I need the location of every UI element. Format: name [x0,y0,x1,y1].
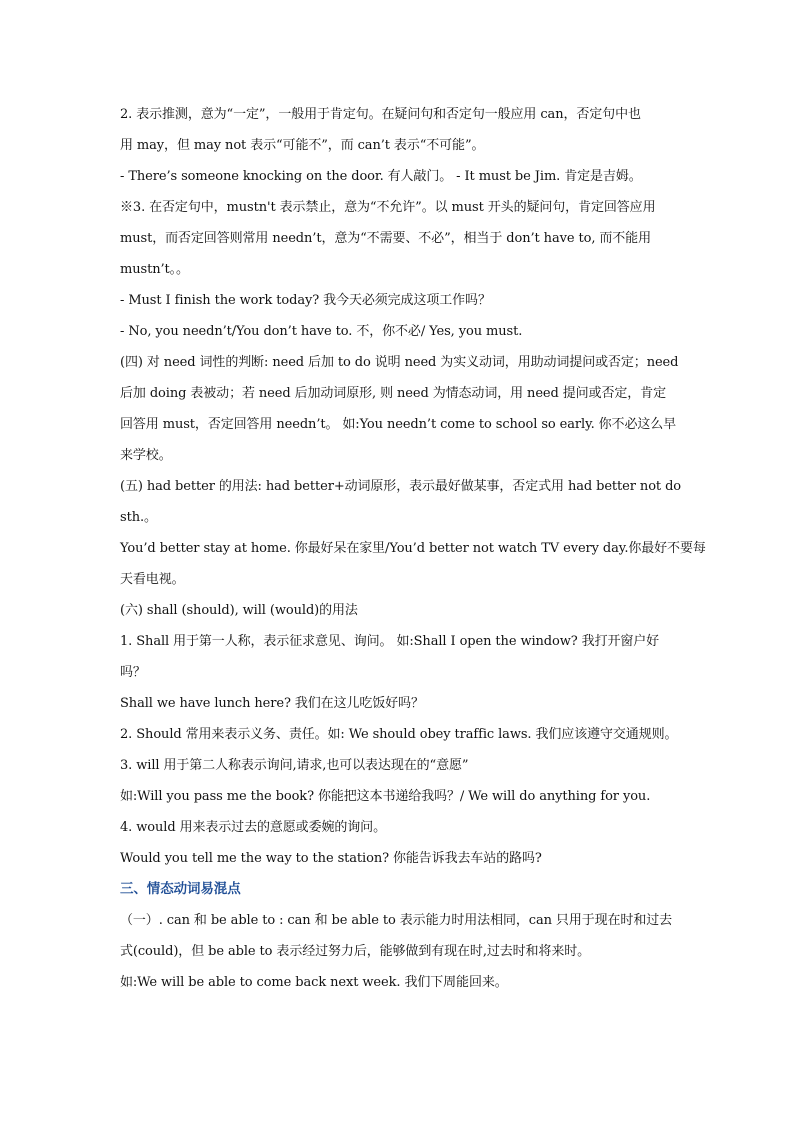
text-line: 如:Will you pass me the book? 你能把这本书递给我吗？/ We will do anything for you. [120,789,651,804]
text-line: You’d better stay at home. 你最好呆在家里/You’d better not watch TV every day.你最好不要每 [120,541,706,556]
section-heading: 三、情态动词易混点 [120,881,241,897]
text-line: 用 may，但 may not 表示“可能不”，而 can’t 表示“不可能”。 [120,138,485,153]
text-line: mustn’t。。 [120,262,189,277]
text-line: 式(could)，但 be able to 表示经过努力后，能够做到有现在时,过去时和将来时。 [120,944,591,959]
text-line: - There’s someone knocking on the door. 有人敲门。 - It must be Jim. 肯定是吉姆。 [120,169,642,184]
text-line: 3. will 用于第二人称表示询问,请求,也可以表达现在的“意愿” [120,758,469,773]
text-line: （一）. can 和 be able to : can 和 be able to 表示能力时用法相同，can 只用于现在时和过去 [120,913,673,928]
text-line: 回答用 must，否定回答用 needn’t。 如:You needn’t come to school so early. 你不必这么早 [120,417,677,432]
text-line: 1. Shall 用于第一人称，表示征求意见、询问。 如:Shall I open the window? 我打开窗户好 [120,634,660,649]
text-line: sth.。 [120,510,157,525]
text-line: - Must I finish the work today? 我今天必须完成这项工作吗？ [120,293,491,308]
document-body [120,99,706,998]
text-line: 后加 doing 表被动；若 need 后加动词原形, 则 need 为情态动词，用 need 提问或否定，肯定 [120,386,666,401]
text-line: ※3. 在否定句中，mustn't 表示禁止，意为“不允许”。以 must 开头的疑问句，肯定回答应用 [120,200,656,215]
text-line: - No, you needn’t/You don’t have to. 不，你不必/ Yes, you must. [120,324,523,339]
text-line: Would you tell me the way to the station? 你能告诉我去车站的路吗? [120,851,542,866]
text-line: 如:We will be able to come back next week. 我们下周能回来。 [120,975,508,990]
text-line: Shall we have lunch here? 我们在这儿吃饭好吗？ [120,696,424,711]
text-line: (五) had better 的用法: had better+动词原形，表示最好做某事，否定式用 had better not do [120,479,682,494]
text-line: 2. 表示推测，意为“一定”，一般用于肯定句。在疑问句和否定句一般应用 can，否定句中也 [120,107,641,122]
text-line: must，而否定回答则常用 needn’t，意为“不需要、不必”，相当于 don’t have to, 而不能用 [120,231,651,246]
text-line: 吗？ [120,665,146,680]
text-line: (四) 对 need 词性的判断: need 后加 to do 说明 need 为实义动词，用助动词提问或否定；need [120,355,679,370]
text-line: 4. would 用来表示过去的意愿或委婉的询问。 [120,820,386,835]
text-line: 2. Should 常用来表示义务、责任。如: We should obey traffic laws. 我们应该遵守交通规则。 [120,727,678,742]
text-line: 天看电视。 [120,572,185,587]
text-line: 来学校。 [120,448,172,463]
text-line: (六) shall (should), will (would)的用法 [120,603,358,618]
